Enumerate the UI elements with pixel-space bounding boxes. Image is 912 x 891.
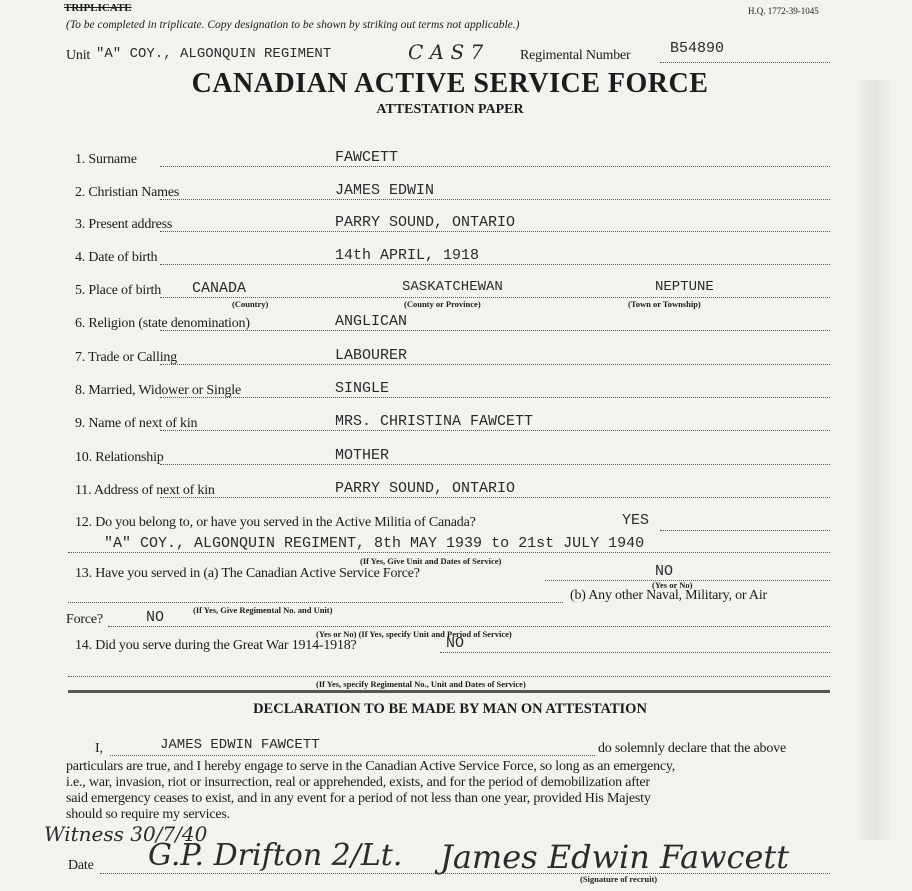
declaration-line5: should so require my services.	[66, 807, 230, 822]
unit-value: "A" COY., ALGONQUIN REGIMENT	[96, 46, 332, 62]
q13a-caption: (Yes or No)	[652, 580, 693, 590]
declaration-title: DECLARATION TO BE MADE BY MAN ON ATTESTATION	[253, 701, 647, 717]
field-value: FAWCETT	[335, 149, 399, 166]
field-value: MOTHER	[335, 447, 390, 464]
q13-label: 13. Have you served in (a) The Canadian Active Service Force?	[75, 566, 420, 581]
dotted-line	[160, 231, 830, 232]
birth-county: SASKATCHEWAN	[402, 279, 503, 295]
declaration-line1: do solemnly declare that the above	[598, 741, 786, 756]
dotted-line	[160, 364, 830, 365]
field-value: LABOURER	[335, 347, 408, 364]
q13b-label: (b) Any other Naval, Military, or Air	[570, 588, 767, 603]
instruction: (To be completed in triplicate. Copy designation to be shown by striking out terms not applicable.)	[66, 19, 520, 31]
field-value: JAMES EDWIN	[335, 182, 435, 199]
field-value: 14th APRIL, 1918	[335, 247, 480, 264]
q12-label: 12. Do you belong to, or have you served in the Active Militia of Canada?	[75, 515, 476, 530]
field-value: CANADA	[192, 280, 247, 297]
form-code: H.Q. 1772-39-1045	[748, 6, 819, 16]
field-label: 1. Surname	[75, 152, 137, 167]
field-label: 7. Trade or Calling	[75, 350, 177, 365]
q13b-caption: (Yes or No) (If Yes, specify Unit and Period of Service)	[316, 629, 512, 639]
field-value: PARRY SOUND, ONTARIO	[335, 214, 516, 231]
bleed-through	[860, 80, 890, 840]
document-subtitle: ATTESTATION PAPER	[376, 102, 524, 117]
field-value: ANGLICAN	[335, 313, 408, 330]
town-caption: (Town or Township)	[628, 299, 701, 309]
q12-answer: YES	[622, 512, 650, 529]
field-label: 2. Christian Names	[75, 185, 180, 200]
recruit-signature: James Edwin Fawcett	[440, 838, 790, 876]
signature-caption: (Signature of recruit)	[580, 874, 658, 884]
dotted-line	[160, 297, 830, 298]
document-title: CANADIAN ACTIVE SERVICE FORCE	[191, 68, 709, 99]
field-label: 3. Present address	[75, 217, 173, 232]
q12-detail: "A" COY., ALGONQUIN REGIMENT, 8th MAY 1939 to 21st JULY 1940	[104, 535, 645, 552]
field-label: 9. Name of next of kin	[75, 416, 198, 431]
field-label: 8. Married, Widower or Single	[75, 383, 242, 398]
dotted-line	[160, 430, 830, 431]
q12-caption: (If Yes, Give Unit and Dates of Service)	[360, 556, 502, 566]
dotted-line	[160, 264, 830, 265]
declaration-line4: said emergency ceases to exist, and in any event for a period of not less than one year, provided His Majesty	[66, 791, 651, 806]
field-label: 5. Place of birth	[75, 283, 162, 298]
q13a-answer: NO	[655, 563, 674, 580]
dotted-line	[160, 497, 830, 498]
field-label: 10. Relationship	[75, 450, 164, 465]
unit-label: Unit	[66, 48, 91, 63]
field-value: MRS. CHRISTINA FAWCETT	[335, 413, 534, 430]
copy-mark: TRIPLICATE	[64, 2, 132, 14]
country-caption: (Country)	[232, 299, 269, 309]
witness-signature: G.P. Drifton 2/Lt.	[148, 838, 403, 873]
q13b-label-cont: Force?	[66, 612, 103, 627]
dotted-line	[160, 199, 830, 200]
county-caption: (County or Province)	[404, 299, 481, 309]
regimental-number: B54890	[670, 40, 725, 57]
birth-town: NEPTUNE	[655, 279, 714, 295]
field-label: 6. Religion (state denomination)	[75, 316, 250, 331]
witness-handwritten: Witness 30/7/40	[44, 822, 208, 846]
field-value: PARRY SOUND, ONTARIO	[335, 480, 516, 497]
q14-caption: (If Yes, specify Regimental No., Unit and Dates of Service)	[316, 679, 526, 689]
regimental-number-label: Regimental Number	[520, 48, 631, 63]
field-label: 11. Address of next of kin	[75, 483, 215, 498]
divider	[68, 690, 830, 693]
declaration-line3: i.e., war, invasion, riot or insurrection, real or apprehended, exists, and for the period of demobilization after	[66, 775, 650, 790]
field-label: 4. Date of birth	[75, 250, 158, 265]
q14-label: 14. Did you serve during the Great War 1914-1918?	[75, 638, 357, 653]
q14-answer: NO	[446, 635, 465, 652]
unit-handwritten: C A S 7	[408, 40, 484, 64]
dotted-line	[160, 166, 830, 167]
dotted-line	[160, 397, 830, 398]
q13b-answer: NO	[146, 609, 165, 626]
declaration-intro: I,	[95, 741, 103, 756]
dotted-line	[160, 464, 830, 465]
declaration-line2: particulars are true, and I hereby engage to serve in the Canadian Active Service Force, so long as an emergency,	[66, 759, 676, 774]
field-value: SINGLE	[335, 380, 390, 397]
q13-unit-caption: (If Yes, Give Regimental No. and Unit)	[193, 605, 333, 615]
recruit-name: JAMES EDWIN FAWCETT	[160, 737, 320, 753]
date-label: Date	[68, 858, 94, 873]
dotted-line	[160, 330, 830, 331]
